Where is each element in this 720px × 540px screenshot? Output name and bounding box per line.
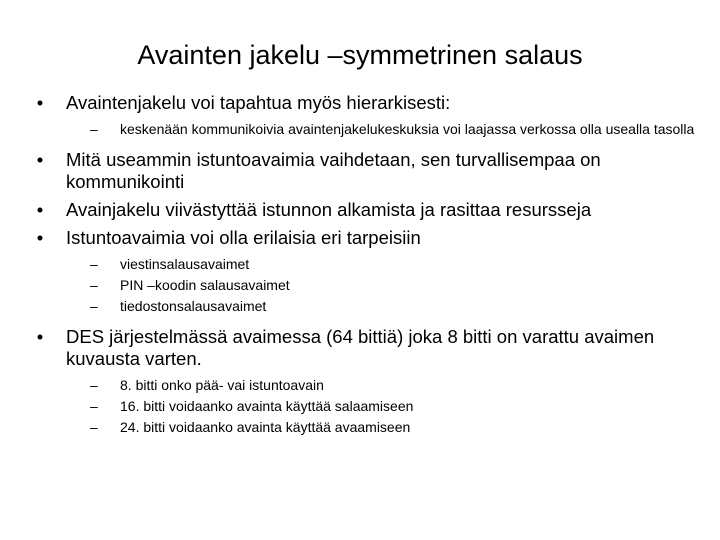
dash-icon: – <box>90 256 98 272</box>
dash-icon: – <box>90 398 98 414</box>
sub-text: 8. bitti onko pää- vai istuntoavain <box>120 377 324 393</box>
sub-text: viestinsalausavaimet <box>120 256 250 272</box>
sub-item <box>26 120 696 139</box>
bullet-text: Avaintenjakelu voi tapahtua myös hierarkisesti: <box>66 92 451 113</box>
bullet-text: DES järjestelmässä avaimessa (64 bittiä) joka 8 bitti on varattu avaimen kuvausta varten. <box>66 326 655 369</box>
dash-icon: – <box>90 298 98 314</box>
sub-text: 16. bitti voidaanko avainta käyttää salaamiseen <box>120 398 414 414</box>
dash-icon: – <box>90 377 98 393</box>
bullet-text: Mitä useammin istuntoavaimia vaihdetaan, sen turvallisempaa on kommunikointi <box>66 149 601 192</box>
sub-text: keskenään kommunikoivia avaintenjakelukeskuksia voi laajassa verkossa olla usealla tasolla <box>120 121 695 137</box>
bullet-item <box>26 92 696 114</box>
bullet-item <box>26 326 696 370</box>
sub-list <box>26 120 696 139</box>
dash-icon: – <box>90 121 98 137</box>
bullet-icon: • <box>36 199 44 220</box>
dash-icon: – <box>90 277 98 293</box>
bullet-item <box>26 199 696 221</box>
bullet-text: Istuntoavaimia voi olla erilaisia eri tarpeisiin <box>66 227 421 248</box>
sub-text: 24. bitti voidaanko avainta käyttää avaamiseen <box>120 419 411 435</box>
sub-list <box>26 376 696 437</box>
bullet-icon: • <box>36 227 44 248</box>
bullet-item <box>26 227 696 249</box>
sub-item <box>26 397 696 416</box>
bullet-icon: • <box>36 326 44 347</box>
sub-item <box>26 418 696 437</box>
slide-title: Avainten jakelu –symmetrinen salaus <box>137 40 583 70</box>
sub-text: PIN –koodin salausavaimet <box>120 277 290 293</box>
bullet-icon: • <box>36 149 44 170</box>
sub-list <box>26 255 696 316</box>
sub-item <box>26 255 696 274</box>
bullet-icon: • <box>36 92 44 113</box>
sub-item <box>26 297 696 316</box>
dash-icon: – <box>90 419 98 435</box>
slide-body <box>26 92 696 447</box>
bullet-item <box>26 149 696 193</box>
bullet-text: Avainjakelu viivästyttää istunnon alkamista ja rasittaa resursseja <box>66 199 592 220</box>
sub-item <box>26 276 696 295</box>
sub-text: tiedostonsalausavaimet <box>120 298 267 314</box>
sub-item <box>26 376 696 395</box>
